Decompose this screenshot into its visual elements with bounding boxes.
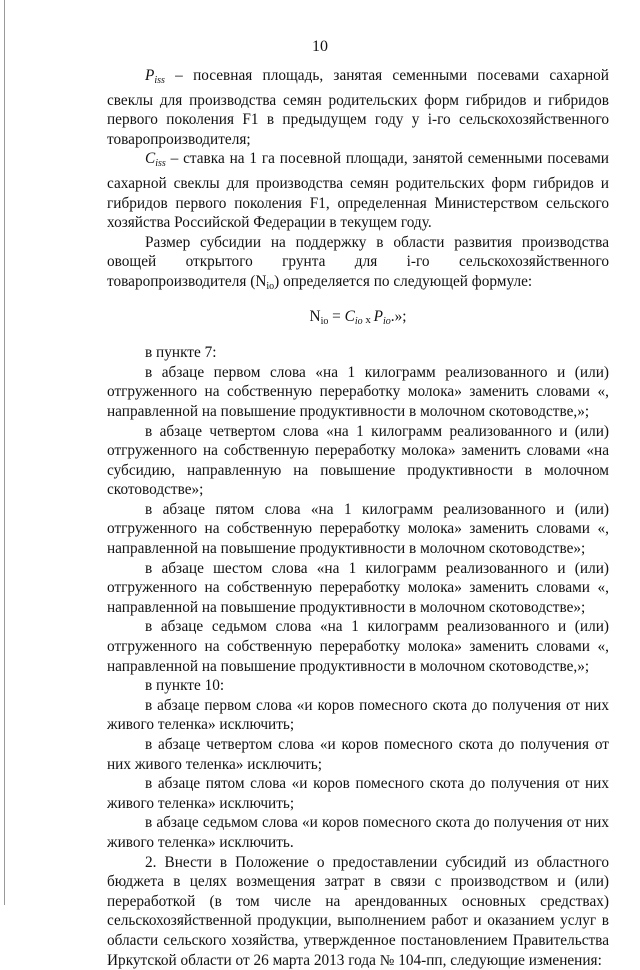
symbol-c-iss: $C_{iss}$ (145, 150, 166, 170)
paragraph: в абзаце седьмом слова «и коров помесного скота до получения от них живого теленка» исключить. (107, 814, 609, 851)
scan-margin-mark (4, 0, 5, 905)
paragraph: в абзаце седьмом слова «на 1 килограмм реализованного и (или) отгруженного на собственную переработку молока» заменить словами «, направленной на повышение продуктивности в молочном скотоводстве,»; (107, 618, 609, 675)
paragraph: в абзаце четвертом слова «на 1 килограмм реализованного и (или) отгруженного на собственную переработку молока» заменить словами «на субсидию, направленную на повышение продуктивности в молочном скотоводстве»; (107, 422, 609, 499)
paragraph: в абзаце четвертом слова «и коров помесного скота до получения от них живого теленка» исключить; (107, 736, 609, 773)
paragraph: в абзаце пятом слова «и коров помесного скота до получения от них живого теленка» исключить; (107, 775, 609, 812)
document-body (107, 66, 609, 970)
paragraph-p-iss-definition: $P_{iss}$ – посевная площадь, занятая семенными посевами сахарной свеклы для производства семян родительских форм гибридов и гибридов первого поколения F1 в предыдущем году у i-го сельскохозяйственного товаропроизводителя; (107, 67, 609, 148)
paragraph: в абзаце шестом слова «на 1 килограмм реализованного и (или) отгруженного на собственную переработку молока» заменить словами «, направленной на повышение продуктивности в молочном скотоводстве»; (107, 559, 609, 616)
paragraph-vegetable-subsidy: Размер субсидии на поддержку в области развития производства овощей открытого грунта для i-го сельскохозяйственного товаропроизводителя (Nio) определяется по следующей формуле: (107, 233, 609, 292)
paragraph: 2. Внести в Положение о предоставлении субсидий из областного бюджета в целях возмещения затрат в связи с производством и (или) переработкой (в том числе на арендованных основных средствах) сельскохозяйственной продукции, выполнением работ и оказанием услуг в области сельского хозяйства, утвержденное постановлением Правительства Иркутской области от 26 марта 2013 года № 104-пп, следующие изменения: (107, 853, 609, 969)
symbol-p-iss: $P_{iss}$ (145, 67, 165, 86)
paragraph-c-iss-definition: $C_{iss}$ – ставка на 1 га посевной площади, занятой семенными посевами сахарной свеклы для производства семян родительских форм гибридов и гибридов первого поколения F1, определенная Министерством сельского хозяйства Российской Федерации в текущем году. (107, 150, 609, 232)
paragraph: в абзаце первом слова «и коров помесного скота до получения от них живого теленка» исключить; (107, 696, 609, 734)
paragraph: в абзаце первом слова «на 1 килограмм реализованного и (или) отгруженного на собственную переработку молока» заменить словами «, направленной на повышение продуктивности в молочном скотоводстве,»; (107, 363, 609, 420)
paragraph: в пункте 7: (145, 344, 217, 362)
symbol-n-io: Nio (255, 272, 275, 292)
paragraph: в пункте 10: (145, 677, 225, 695)
page-number: 10 (312, 38, 328, 55)
paragraph: в абзаце пятом слова «на 1 килограмм реализованного и (или) отгруженного на собственную переработку молока» заменить словами «, направленной на повышение продуктивности в молочном скотоводстве»; (107, 500, 609, 558)
subsidy-formula: Nio = $C_{io}$ x $P_{io}$.»; (309, 307, 407, 327)
